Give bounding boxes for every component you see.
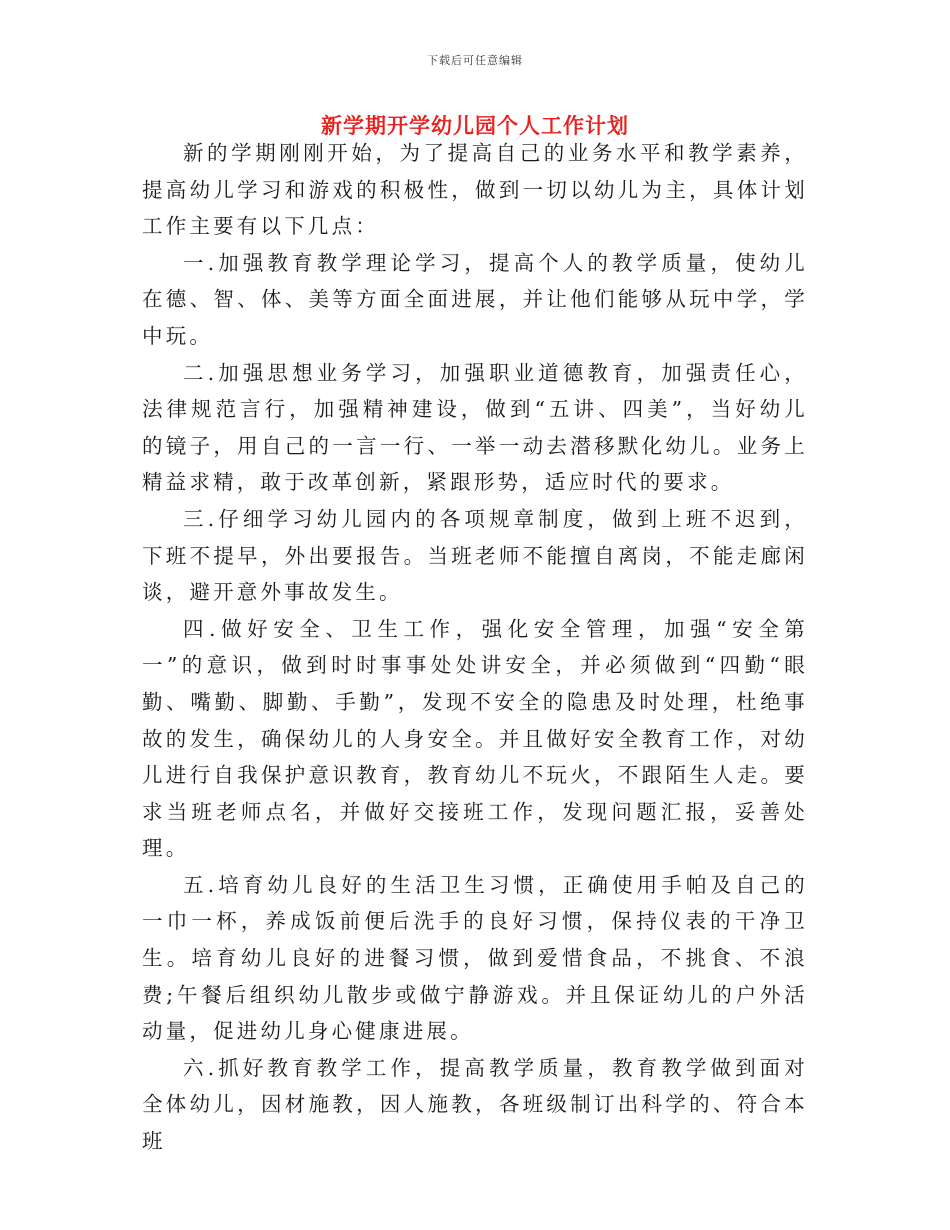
document-title: 新学期开学幼儿园个人工作计划 xyxy=(321,114,629,138)
paragraph-item-5: 五.培育幼儿良好的生活卫生习惯，正确使用手帕及自己的一巾一杯，养成饭前便后洗手的良好习惯，保持仪表的干净卫生。培育幼儿良好的进餐习惯，做到爱惜食品，不挑食、不浪费;午餐后组织幼儿散步或做宁静游戏。并且保证幼儿的户外活动量，促进幼儿身心健康进展。 xyxy=(142,872,808,1044)
paragraph-item-6: 六.抓好教育教学工作，提高教学质量，教育教学做到面对全体幼儿，因材施教，因人施教，各班级制订出科学的、符合本班 xyxy=(142,1055,808,1154)
paragraph-item-4: 四.做好安全、卫生工作，强化安全管理，加强“安全第一”的意识，做到时时事事处处讲安全，并必须做到“四勤“眼勤、嘴勤、脚勤、手勤”，发现不安全的隐患及时处理，杜绝事故的发生，确保幼儿的人身安全。并且做好安全教育工作，对幼儿进行自我保护意识教育，教育幼儿不玩火，不跟陌生人走。要求当班老师点名，并做好交接班工作，发现问题汇报，妥善处理。 xyxy=(142,616,808,861)
paragraph-item-2: 二.加强思想业务学习，加强职业道德教育，加强责任心，法律规范言行，加强精神建设，做到“五讲、四美”，当好幼儿的镜子，用自己的一言一行、一举一动去潜移默化幼儿。业务上精益求精，敢于改革创新，紧跟形势，适应时代的要求。 xyxy=(142,360,808,495)
paragraph-item-1: 一.加强教育教学理论学习，提高个人的教学质量，使幼儿在德、智、体、美等方面全面进展，并让他们能够从玩中学，学中玩。 xyxy=(142,250,808,348)
document-body xyxy=(142,135,808,1160)
paragraph-intro: 新的学期刚刚开始，为了提高自己的业务水平和教学素养，提高幼儿学习和游戏的积极性，做到一切以幼儿为主，具体计划工作主要有以下几点： xyxy=(142,141,808,239)
paragraph-item-3: 三.仔细学习幼儿园内的各项规章制度，做到上班不迟到，下班不提早，外出要报告。当班老师不能擅自离岗，不能走廊闲谈，避开意外事故发生。 xyxy=(142,506,808,605)
header-note: 下载后可任意编辑 xyxy=(427,54,523,67)
